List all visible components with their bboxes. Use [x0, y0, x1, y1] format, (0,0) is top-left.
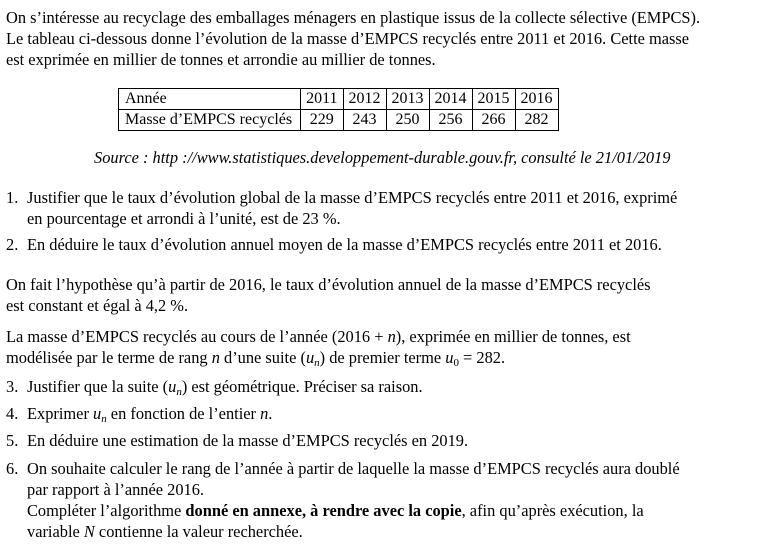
table-cell-year: 2011: [301, 89, 343, 110]
question-text-part: en fonction de l’entier: [106, 404, 261, 423]
table-header-label: Année: [119, 89, 301, 110]
question-6: [6, 458, 756, 542]
subscript-zero: 0: [453, 357, 459, 369]
model-text: = 282.: [458, 348, 506, 367]
intro-line: est exprimée en millier de tonnes et arrondie au millier de tonnes.: [6, 50, 436, 69]
variable-u: u: [93, 404, 102, 423]
question-text: [27, 376, 756, 397]
model-line: [6, 326, 756, 347]
question-number: 3.: [6, 377, 19, 396]
table-cell-value: 243: [343, 110, 386, 131]
subscript-n: n: [101, 413, 107, 425]
variable-u: u: [445, 348, 454, 367]
data-table: [118, 88, 559, 131]
model-text: ) de premier terme: [319, 348, 446, 367]
question-text: On souhaite calculer le rang de l’année à partir de laquelle la masse d’EMPCS recyclés aura doublé: [27, 459, 680, 478]
table-cell-year: 2012: [343, 89, 386, 110]
intro-line: On s’intéresse au recyclage des emballages ménagers en plastique issus de la collecte sélective (EMPCS).: [6, 8, 701, 27]
hypothesis-line: On fait l’hypothèse qu’à partir de 2016, le taux d’évolution annuel de la masse d’EMPCS recyclés: [6, 275, 651, 294]
question-text: En déduire une estimation de la masse d’EMPCS recyclés en 2019.: [27, 431, 469, 450]
question-text-part: contienne la valeur recherchée.: [94, 522, 303, 541]
table-cell-year: 2016: [515, 89, 558, 110]
variable-n: n: [387, 327, 396, 346]
variable-N: N: [83, 522, 95, 541]
table-cell-value: 266: [472, 110, 515, 131]
question-number: 6.: [6, 459, 19, 478]
question-1: [6, 187, 756, 229]
table-cell-value: 229: [301, 110, 343, 131]
intro-line: Le tableau ci-dessous donne l’évolution de la masse d’EMPCS recyclés entre 2011 et 2016. Cette masse: [6, 29, 690, 48]
table-cell-value: 256: [429, 110, 472, 131]
question-text-part: .: [268, 404, 273, 423]
variable-u: u: [168, 377, 177, 396]
model-text: modélisée par le terme de rang: [6, 348, 212, 367]
question-text-part: Justifier que la suite (: [27, 377, 169, 396]
question-5: [6, 430, 756, 451]
question-number: 5.: [6, 431, 19, 450]
variable-u: u: [305, 348, 315, 367]
source-citation: Source : http ://www.statistiques.developpement-durable.gouv.fr, consulté le 21/01/2019: [94, 148, 671, 167]
question-text: en pourcentage et arrondi à l’unité, est de 23 %.: [27, 209, 341, 228]
model-text: d’une suite (: [219, 348, 306, 367]
question-text: [27, 500, 756, 521]
hypothesis-line: est constant et égal à 4,2 %.: [6, 296, 189, 315]
question-3: [6, 376, 756, 397]
model-line: [6, 347, 756, 368]
question-text-part: Exprimer: [27, 404, 93, 423]
table-row-values: [119, 110, 559, 131]
annex-instruction: donné en annexe, à rendre avec la copie: [185, 501, 462, 520]
question-text-part: ) est géométrique. Préciser sa raison.: [181, 377, 423, 396]
question-text: [27, 403, 756, 424]
table-row-label: Masse d’EMPCS recyclés: [119, 110, 301, 131]
table-row-years: [119, 89, 559, 110]
question-2: [6, 234, 756, 255]
subscript-n: n: [314, 357, 320, 369]
subscript-n: n: [176, 386, 182, 398]
question-text-part: , afin qu’après exécution, la: [461, 501, 644, 520]
variable-n: n: [211, 348, 220, 367]
question-text: Justifier que le taux d’évolution global de la masse d’EMPCS recyclés entre 2011 et 2016, exprimé: [27, 188, 678, 207]
model-text: ), exprimée en millier de tonnes, est: [395, 327, 631, 346]
question-number: 4.: [6, 404, 19, 423]
table-cell-year: 2013: [386, 89, 429, 110]
intro-paragraph: [6, 7, 756, 70]
model-text: La masse d’EMPCS recyclés au cours de l’année (2016 +: [6, 327, 388, 346]
question-text: [27, 521, 756, 542]
question-4: [6, 403, 756, 424]
model-paragraph: [6, 326, 756, 368]
table-cell-value: 282: [515, 110, 558, 131]
question-text-part: Compléter l’algorithme: [27, 501, 186, 520]
question-number: 1.: [6, 188, 19, 207]
question-number: 2.: [6, 235, 19, 254]
variable-n: n: [260, 404, 269, 423]
question-text: En déduire le taux d’évolution annuel moyen de la masse d’EMPCS recyclés entre 2011 et 2016.: [27, 235, 662, 254]
table-cell-year: 2014: [429, 89, 472, 110]
question-text-part: variable: [27, 522, 84, 541]
table-cell-value: 250: [386, 110, 429, 131]
table-cell-year: 2015: [472, 89, 515, 110]
hypothesis-paragraph: [6, 274, 756, 316]
question-text: par rapport à l’année 2016.: [27, 480, 205, 499]
